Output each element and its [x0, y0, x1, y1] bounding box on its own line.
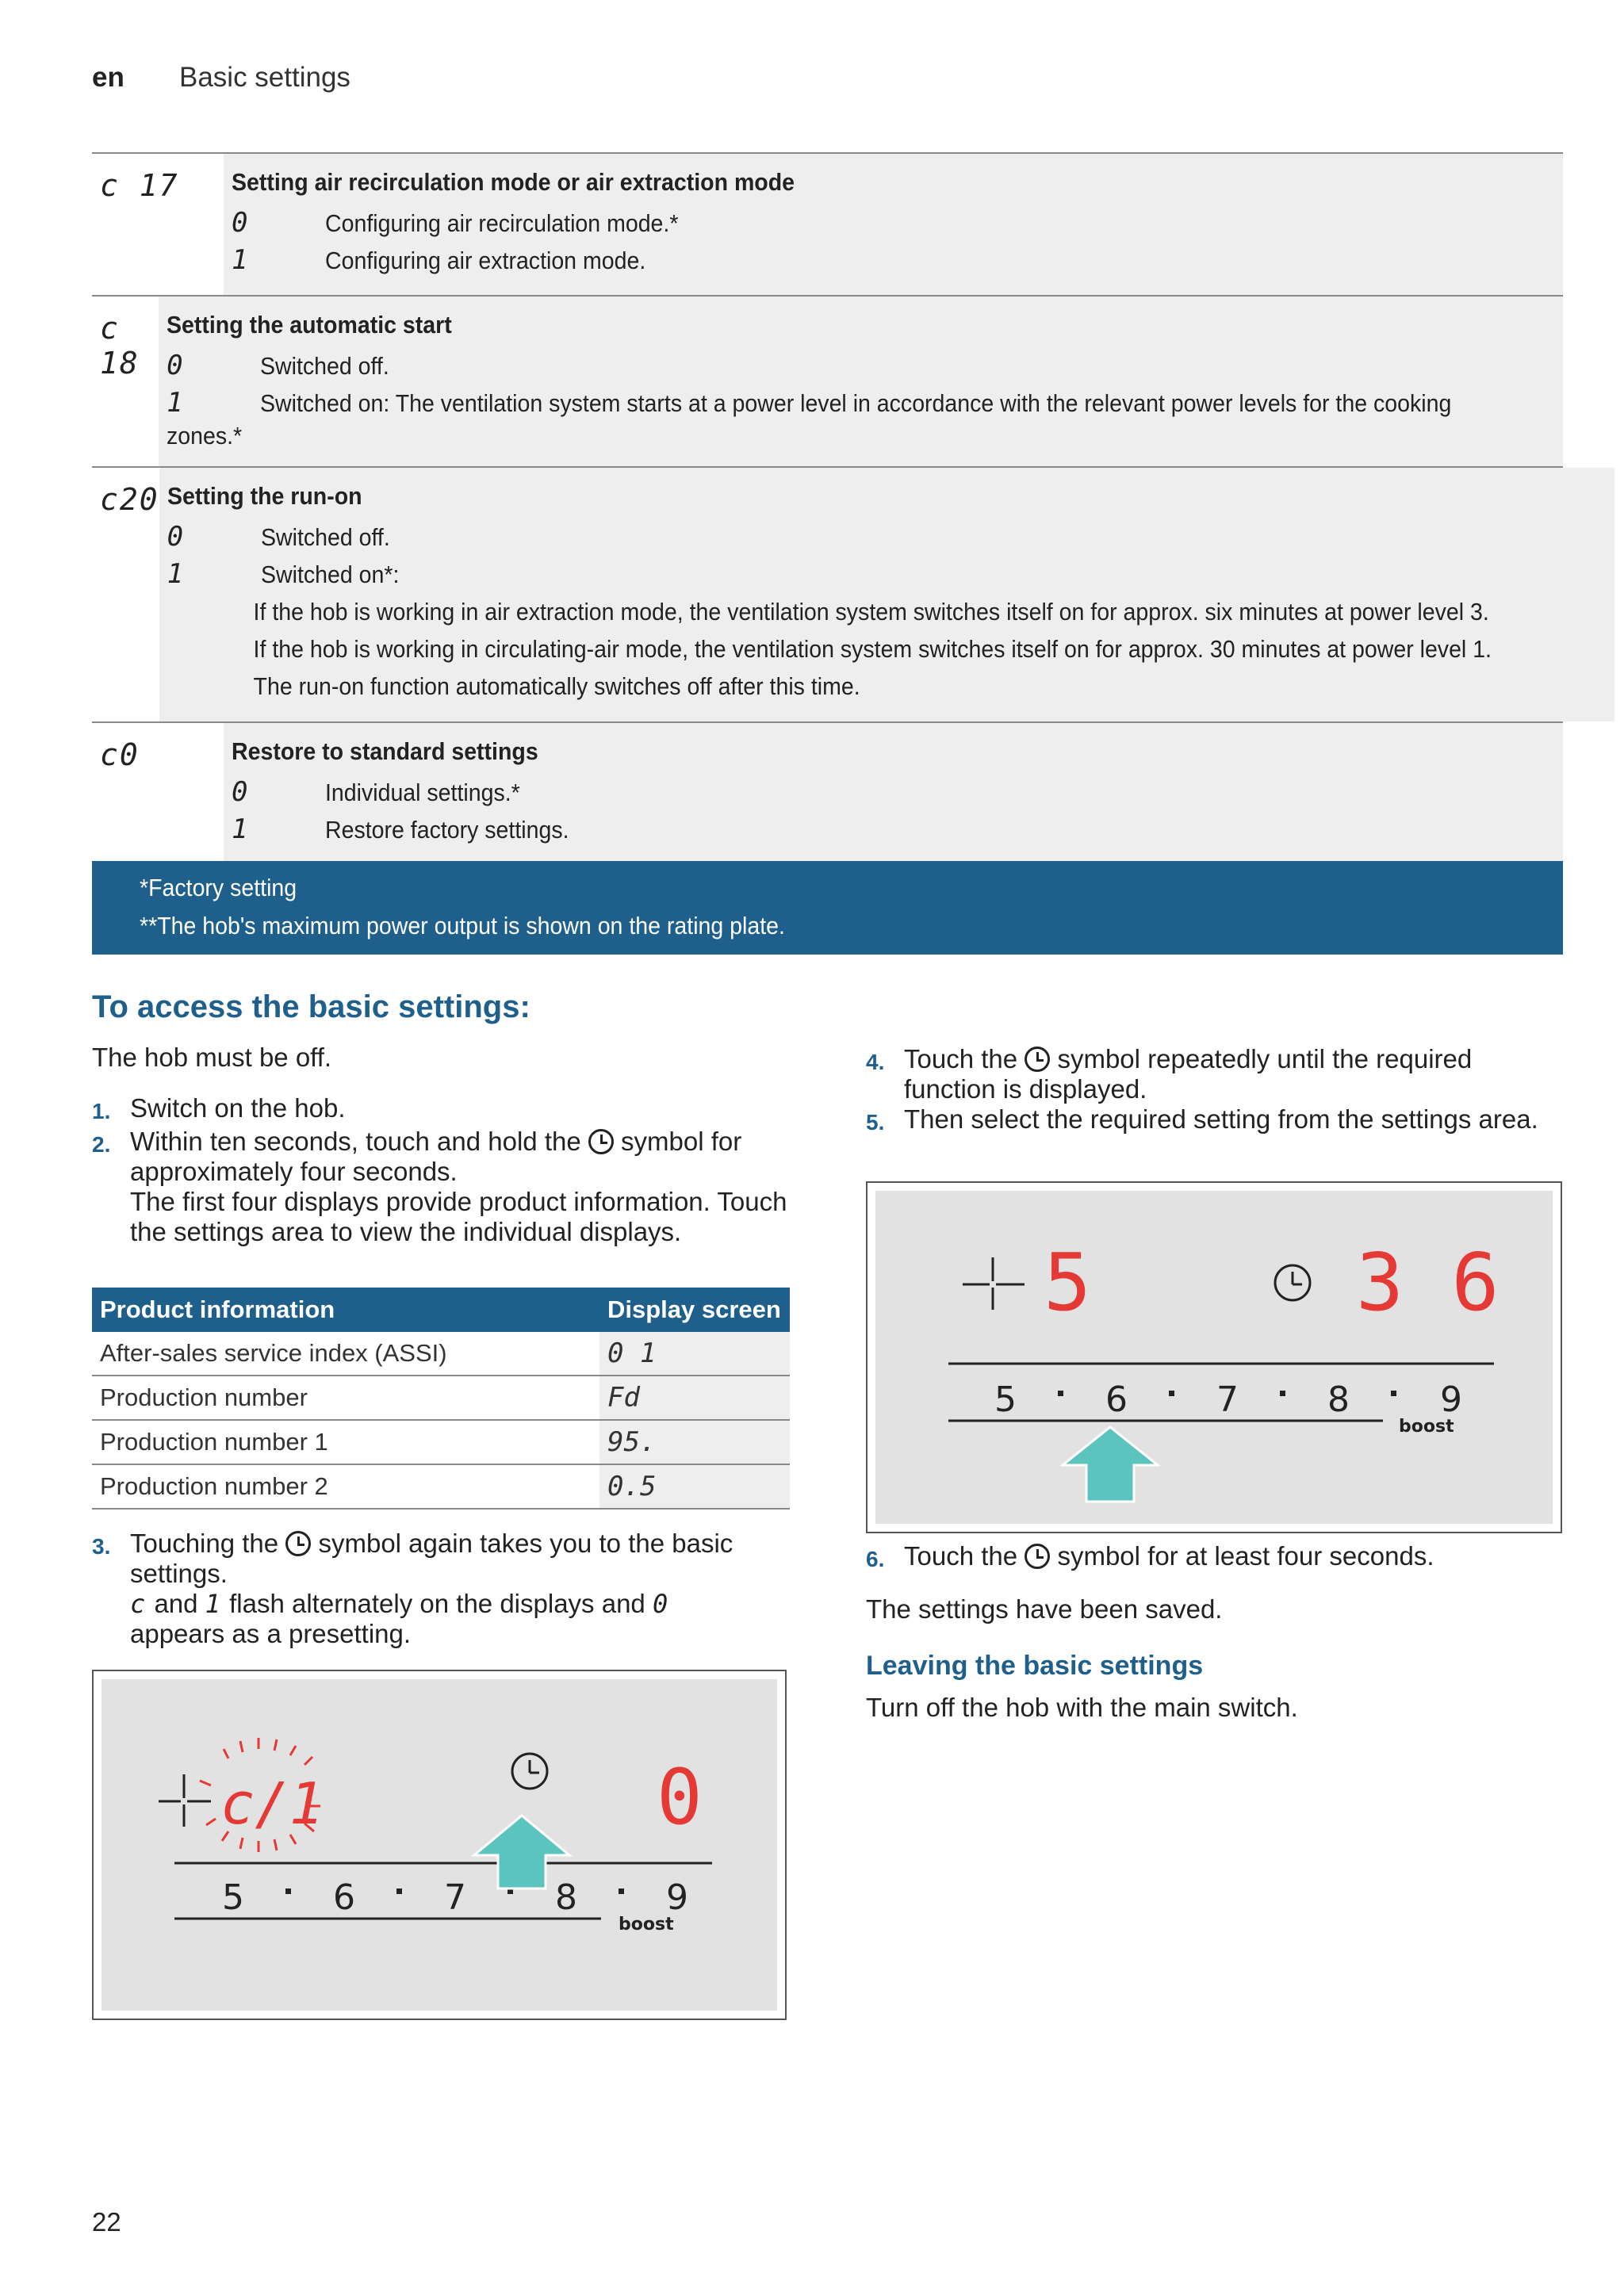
detail-line: If the hob is working in air extraction mode, the ventilation system switches itself on for approx. six minutes at power level 3.	[253, 598, 1489, 626]
saved-text: The settings have been saved.	[866, 1594, 1223, 1624]
step-text: Touch the	[904, 1044, 1018, 1073]
step-text: Touch the	[904, 1541, 1018, 1571]
display-symbol: 0	[652, 1589, 670, 1619]
step-text: Then select the required setting from the settings area.	[904, 1104, 1538, 1134]
setting-code: c 17	[100, 168, 179, 203]
steps-left	[92, 1093, 790, 1247]
step-text: Touching the	[130, 1529, 279, 1558]
step-number: 4.	[866, 1050, 885, 1074]
step-text: symbol for approximately four seconds.	[130, 1127, 742, 1186]
step-text: symbol repeatedly until the required function is displayed.	[904, 1044, 1473, 1104]
clock-icon	[1025, 1047, 1050, 1072]
scale-8: 8	[555, 1877, 577, 1918]
option-text: Restore factory settings.	[325, 816, 569, 844]
option-text: Switched off.	[260, 352, 389, 380]
table-row	[92, 1332, 790, 1376]
option-value: 1	[167, 387, 183, 419]
step-3	[92, 1529, 790, 1649]
setting-row-c18	[92, 295, 1563, 466]
display-zero: 0	[657, 1753, 703, 1842]
step-text: flash alternately on the displays and	[229, 1589, 645, 1618]
step-text: symbol again takes you to the basic settings.	[130, 1529, 733, 1588]
table-cell: 95.	[599, 1420, 790, 1464]
step-number: 6.	[866, 1547, 885, 1571]
steps-right	[866, 1044, 1564, 1138]
clock-icon	[588, 1129, 614, 1154]
step-number: 2.	[92, 1132, 111, 1157]
footnotes	[92, 861, 1563, 955]
language-code: en	[92, 62, 124, 93]
hob-panel-illustration	[92, 1670, 787, 2020]
option-text: Configuring air recirculation mode.*	[325, 209, 679, 237]
settings-table	[92, 152, 1563, 955]
display-symbol: c	[130, 1589, 147, 1619]
table-cell: 0 1	[599, 1332, 790, 1376]
column-header: Product information	[92, 1288, 599, 1332]
scale-9: 9	[666, 1877, 688, 1918]
setting-code: c0	[100, 737, 140, 772]
product-info-table	[92, 1288, 790, 1510]
clock-icon	[1025, 1544, 1050, 1569]
table-cell: 0.5	[599, 1464, 790, 1509]
table-row	[92, 1420, 790, 1464]
access-heading: To access the basic settings:	[92, 989, 530, 1024]
setting-row-c0	[92, 721, 1563, 861]
page-number: 22	[92, 2207, 121, 2237]
option-text: Switched off.	[260, 523, 390, 551]
access-intro: The hob must be off.	[92, 1043, 332, 1072]
detail-line: The run-on function automatically switches off after this time.	[253, 672, 860, 700]
table-row	[92, 1376, 790, 1420]
slider-lines	[174, 1863, 712, 1919]
detail-line: If the hob is working in circulating-air mode, the ventilation system switches itself on for approx. 30 minutes at power level 1.	[253, 635, 1492, 663]
step-number: 5.	[866, 1110, 885, 1135]
hob-panel-svg	[102, 1679, 779, 2012]
table-cell: Production number 2	[92, 1464, 599, 1509]
section-title: Basic settings	[179, 62, 350, 93]
column-header: Display screen	[599, 1288, 790, 1332]
option-text: Configuring air extraction mode.	[325, 247, 646, 274]
leaving-text: Turn off the hob with the main switch.	[866, 1693, 1298, 1722]
setting-title: Setting air recirculation mode or air extraction mode	[232, 168, 795, 196]
display-36: 3 6	[1356, 1236, 1500, 1329]
boost-label: boost	[619, 1915, 674, 1934]
step-number: 1.	[92, 1099, 111, 1123]
cooking-zone-icon	[963, 1257, 1025, 1310]
setting-code: c 18	[100, 311, 140, 381]
option-value: 1	[167, 558, 184, 590]
scale-7: 7	[1216, 1380, 1239, 1420]
table-cell: Production number 1	[92, 1420, 599, 1464]
clock-icon	[1275, 1265, 1310, 1300]
scale-5: 5	[994, 1380, 1017, 1420]
leaving-heading: Leaving the basic settings	[866, 1651, 1204, 1681]
clock-icon	[512, 1754, 547, 1789]
setting-code: c20	[100, 482, 159, 517]
hob-panel-illustration-2	[866, 1181, 1562, 1533]
option-value: 0	[232, 776, 248, 808]
step-text: appears as a presetting.	[130, 1619, 412, 1648]
option-text: Switched on: The ventilation system starts at a power level in accordance with the relevant power levels for the cooking	[260, 389, 1452, 417]
scale-7: 7	[444, 1877, 466, 1918]
table-cell: After-sales service index (ASSI)	[92, 1332, 599, 1376]
option-value: 0	[167, 521, 184, 553]
scale-6: 6	[1105, 1380, 1128, 1420]
table-row	[92, 1464, 790, 1509]
table-cell: Production number	[92, 1376, 599, 1420]
step-number: 3.	[92, 1534, 111, 1559]
display-c1: c/1	[220, 1770, 324, 1837]
table-cell: Fd	[599, 1376, 790, 1420]
step-text: Within ten seconds, touch and hold the	[130, 1127, 581, 1156]
option-value: 1	[232, 813, 248, 845]
setting-title: Restore to standard settings	[232, 737, 538, 765]
display-symbol: 1	[205, 1589, 222, 1619]
option-value: 0	[167, 350, 183, 381]
setting-row-c17	[92, 152, 1563, 295]
clock-icon	[285, 1531, 311, 1556]
option-text: Individual settings.*	[325, 779, 520, 806]
option-continuation: zones.*	[167, 422, 243, 450]
setting-title: Setting the automatic start	[167, 311, 452, 339]
option-value: 0	[232, 207, 248, 239]
setting-row-c20	[92, 466, 1563, 721]
step-text: symbol for at least four seconds.	[1057, 1541, 1434, 1571]
scale-6: 6	[333, 1877, 355, 1918]
footnote: **The hob's maximum power output is shown on the rating plate.	[140, 912, 785, 939]
scale-9: 9	[1440, 1380, 1462, 1420]
hob-panel-svg-2	[875, 1191, 1554, 1525]
up-arrow-icon	[1063, 1427, 1158, 1502]
scale-5: 5	[222, 1877, 244, 1918]
step-text: and	[154, 1589, 198, 1618]
step-text: The first four displays provide product information. Touch the settings area to view the individual displays.	[130, 1187, 787, 1246]
scale-8: 8	[1327, 1380, 1350, 1420]
step-text: Switch on the hob.	[130, 1093, 346, 1123]
option-text: Switched on*:	[260, 561, 400, 588]
display-five: 5	[1044, 1236, 1092, 1329]
boost-label: boost	[1399, 1417, 1454, 1437]
setting-title: Setting the run-on	[167, 482, 362, 510]
footnote: *Factory setting	[140, 874, 297, 901]
step-6	[866, 1541, 1564, 1575]
option-value: 1	[232, 244, 248, 276]
